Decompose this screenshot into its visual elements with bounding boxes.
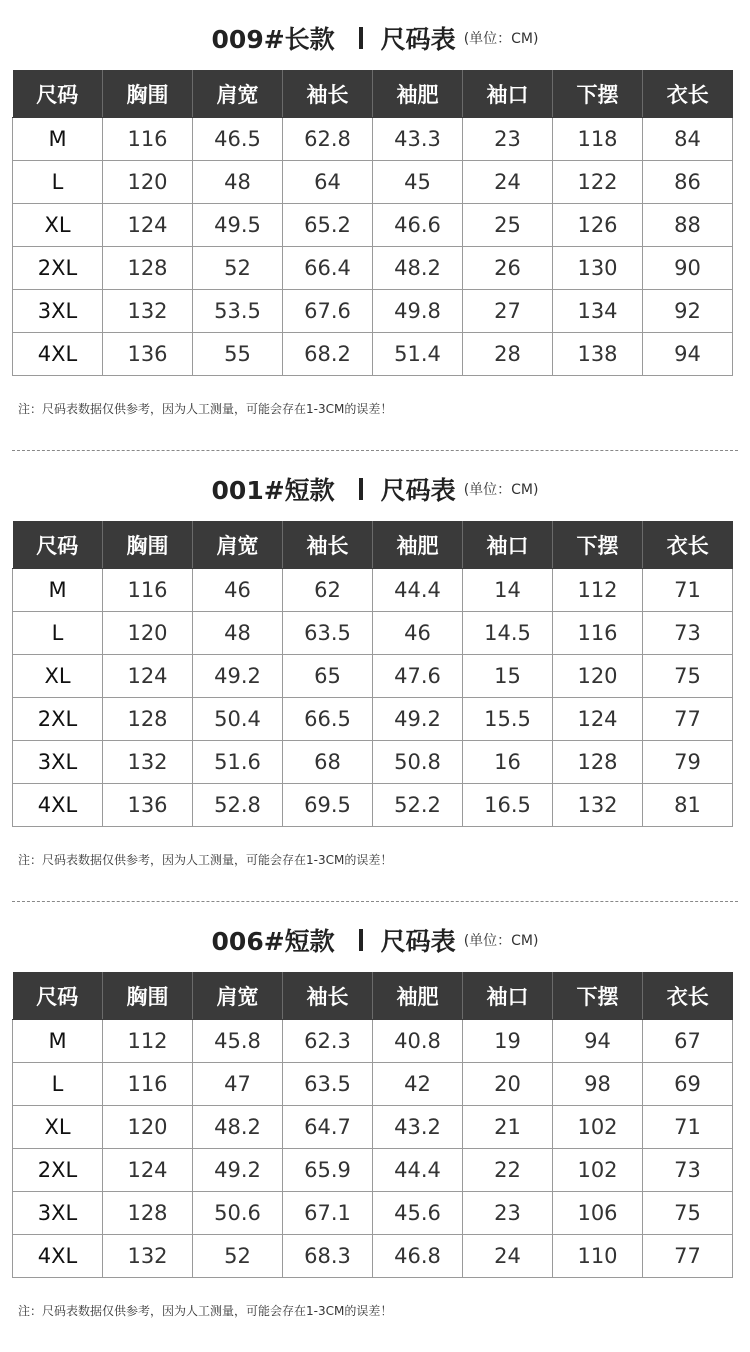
column-header: 胸围 (103, 70, 193, 118)
measurement-cell: 90 (643, 247, 733, 290)
table-header-row (13, 972, 733, 1020)
measurement-cell: 51.6 (193, 741, 283, 784)
measurement-cell: 47.6 (373, 655, 463, 698)
measurement-cell: 16 (463, 741, 553, 784)
size-chart-heading: 尺码表 (380, 476, 456, 505)
section-divider (12, 450, 738, 451)
measurement-cell: 128 (553, 741, 643, 784)
size-chart-section-006 (0, 922, 750, 1322)
measurement-cell: 128 (103, 247, 193, 290)
size-cell: 4XL (13, 1235, 103, 1278)
measurement-cell: 44.4 (373, 569, 463, 612)
column-header: 衣长 (643, 70, 733, 118)
measurement-cell: 73 (643, 612, 733, 655)
column-header: 袖长 (283, 972, 373, 1020)
measurement-cell: 48 (193, 161, 283, 204)
column-header: 肩宽 (193, 70, 283, 118)
column-header: 衣长 (643, 521, 733, 569)
column-header: 尺码 (13, 972, 103, 1020)
size-chart-heading: 尺码表 (380, 927, 456, 956)
measurement-cell: 53.5 (193, 290, 283, 333)
measurement-cell: 49.2 (193, 1149, 283, 1192)
measurement-cell: 15.5 (463, 698, 553, 741)
size-cell: 4XL (13, 784, 103, 827)
measurement-cell: 50.6 (193, 1192, 283, 1235)
measurement-cell: 42 (373, 1063, 463, 1106)
size-cell: L (13, 1063, 103, 1106)
table-row (13, 784, 733, 827)
column-header: 尺码 (13, 70, 103, 118)
table-row (13, 1020, 733, 1063)
measurement-cell: 68 (283, 741, 373, 784)
unit-label: (单位：CM) (463, 482, 539, 498)
measurement-cell: 110 (553, 1235, 643, 1278)
section-divider (12, 901, 738, 902)
measurement-cell: 122 (553, 161, 643, 204)
table-row (13, 204, 733, 247)
measurement-cell: 49.5 (193, 204, 283, 247)
measurement-cell: 14.5 (463, 612, 553, 655)
measurement-cell: 47 (193, 1063, 283, 1106)
column-header: 袖长 (283, 70, 373, 118)
table-row (13, 1063, 733, 1106)
size-cell: L (13, 612, 103, 655)
measurement-cell: 124 (103, 204, 193, 247)
section-title (0, 922, 750, 972)
measurement-cell: 45 (373, 161, 463, 204)
measurement-cell: 77 (643, 1235, 733, 1278)
measurement-cell: 62.8 (283, 118, 373, 161)
product-code: 006#短款 (211, 927, 335, 956)
measurement-cell: 92 (643, 290, 733, 333)
measurement-cell: 62.3 (283, 1020, 373, 1063)
measurement-cell: 21 (463, 1106, 553, 1149)
measurement-cell: 16.5 (463, 784, 553, 827)
measurement-cell: 75 (643, 1192, 733, 1235)
measurement-cell: 136 (103, 333, 193, 376)
measurement-cell: 25 (463, 204, 553, 247)
measurement-cell: 128 (103, 698, 193, 741)
table-row (13, 1106, 733, 1149)
measurement-cell: 69.5 (283, 784, 373, 827)
size-chart-section-001 (0, 471, 750, 871)
column-header: 肩宽 (193, 521, 283, 569)
measurement-cell: 66.5 (283, 698, 373, 741)
table-header-row (13, 521, 733, 569)
measurement-cell: 46 (373, 612, 463, 655)
measurement-cell: 48.2 (193, 1106, 283, 1149)
measurement-cell: 126 (553, 204, 643, 247)
measurement-cell: 116 (553, 612, 643, 655)
table-row (13, 1235, 733, 1278)
measurement-cell: 28 (463, 333, 553, 376)
measurement-cell: 118 (553, 118, 643, 161)
measurement-cell: 52.2 (373, 784, 463, 827)
table-row (13, 247, 733, 290)
measurement-cell: 26 (463, 247, 553, 290)
table-row (13, 612, 733, 655)
measurement-cell: 48 (193, 612, 283, 655)
measurement-cell: 52 (193, 247, 283, 290)
product-code: 001#短款 (211, 476, 335, 505)
measurement-cell: 116 (103, 569, 193, 612)
measurement-cell: 51.4 (373, 333, 463, 376)
measurement-cell: 55 (193, 333, 283, 376)
measurement-cell: 23 (463, 1192, 553, 1235)
measurement-cell: 88 (643, 204, 733, 247)
measurement-cell: 52.8 (193, 784, 283, 827)
measurement-cell: 65.2 (283, 204, 373, 247)
measurement-cell: 67.1 (283, 1192, 373, 1235)
column-header: 下摆 (553, 972, 643, 1020)
measurement-cell: 116 (103, 118, 193, 161)
column-header: 尺码 (13, 521, 103, 569)
measurement-cell: 102 (553, 1106, 643, 1149)
measurement-cell: 71 (643, 1106, 733, 1149)
measurement-cell: 124 (103, 655, 193, 698)
measurement-cell: 68.3 (283, 1235, 373, 1278)
measurement-cell: 81 (643, 784, 733, 827)
measurement-cell: 68.2 (283, 333, 373, 376)
column-header: 袖口 (463, 972, 553, 1020)
measurement-cell: 124 (553, 698, 643, 741)
measurement-cell: 22 (463, 1149, 553, 1192)
table-row (13, 333, 733, 376)
column-header: 袖肥 (373, 70, 463, 118)
measurement-cell: 24 (463, 1235, 553, 1278)
measurement-cell: 79 (643, 741, 733, 784)
size-cell: M (13, 118, 103, 161)
measurement-cell: 52 (193, 1235, 283, 1278)
measurement-cell: 128 (103, 1192, 193, 1235)
measurement-cell: 46.5 (193, 118, 283, 161)
measurement-cell: 44.4 (373, 1149, 463, 1192)
measurement-cell: 67.6 (283, 290, 373, 333)
table-row (13, 161, 733, 204)
measurement-cell: 120 (553, 655, 643, 698)
measurement-cell: 120 (103, 612, 193, 655)
measurement-cell: 132 (103, 1235, 193, 1278)
measurement-cell: 136 (103, 784, 193, 827)
table-row (13, 698, 733, 741)
table-row (13, 118, 733, 161)
unit-label: (单位：CM) (463, 31, 539, 47)
size-cell: XL (13, 1106, 103, 1149)
measurement-cell: 94 (643, 333, 733, 376)
measurement-cell: 138 (553, 333, 643, 376)
column-header: 下摆 (553, 521, 643, 569)
measurement-cell: 62 (283, 569, 373, 612)
size-chart-heading: 尺码表 (380, 25, 456, 54)
measurement-cell: 120 (103, 1106, 193, 1149)
measurement-cell: 46.6 (373, 204, 463, 247)
column-header: 袖口 (463, 521, 553, 569)
title-separator (359, 929, 363, 951)
measurement-cell: 132 (103, 741, 193, 784)
measurement-cell: 19 (463, 1020, 553, 1063)
measurement-cell: 112 (103, 1020, 193, 1063)
measurement-cell: 63.5 (283, 1063, 373, 1106)
table-row (13, 290, 733, 333)
size-cell: M (13, 569, 103, 612)
measurement-cell: 106 (553, 1192, 643, 1235)
size-cell: 3XL (13, 1192, 103, 1235)
measurement-cell: 94 (553, 1020, 643, 1063)
size-table (12, 972, 733, 1278)
measurement-cell: 65 (283, 655, 373, 698)
size-note: 注：尺码表数据仅供参考，因为人工测量，可能会存在1-3CM的误差！ (18, 1304, 393, 1318)
table-row (13, 741, 733, 784)
measurement-cell: 112 (553, 569, 643, 612)
measurement-cell: 65.9 (283, 1149, 373, 1192)
measurement-cell: 134 (553, 290, 643, 333)
measurement-cell: 50.8 (373, 741, 463, 784)
measurement-cell: 45.6 (373, 1192, 463, 1235)
column-header: 袖肥 (373, 972, 463, 1020)
size-cell: 3XL (13, 741, 103, 784)
measurement-cell: 14 (463, 569, 553, 612)
size-note: 注：尺码表数据仅供参考，因为人工测量，可能会存在1-3CM的误差！ (18, 853, 393, 867)
size-note: 注：尺码表数据仅供参考，因为人工测量，可能会存在1-3CM的误差！ (18, 402, 393, 416)
measurement-cell: 43.3 (373, 118, 463, 161)
column-header: 袖口 (463, 70, 553, 118)
measurement-cell: 120 (103, 161, 193, 204)
section-title (0, 471, 750, 521)
measurement-cell: 20 (463, 1063, 553, 1106)
measurement-cell: 40.8 (373, 1020, 463, 1063)
measurement-cell: 46.8 (373, 1235, 463, 1278)
size-cell: 2XL (13, 1149, 103, 1192)
measurement-cell: 27 (463, 290, 553, 333)
measurement-cell: 15 (463, 655, 553, 698)
size-cell: 3XL (13, 290, 103, 333)
measurement-cell: 45.8 (193, 1020, 283, 1063)
measurement-cell: 132 (103, 290, 193, 333)
measurement-cell: 124 (103, 1149, 193, 1192)
column-header: 袖长 (283, 521, 373, 569)
size-table (12, 70, 733, 376)
measurement-cell: 130 (553, 247, 643, 290)
table-header-row (13, 70, 733, 118)
column-header: 袖肥 (373, 521, 463, 569)
measurement-cell: 49.8 (373, 290, 463, 333)
title-separator (359, 27, 363, 49)
column-header: 衣长 (643, 972, 733, 1020)
unit-label: (单位：CM) (463, 933, 539, 949)
product-code: 009#长款 (211, 25, 335, 54)
measurement-cell: 86 (643, 161, 733, 204)
measurement-cell: 46 (193, 569, 283, 612)
measurement-cell: 98 (553, 1063, 643, 1106)
size-cell: XL (13, 204, 103, 247)
size-chart-section-009 (0, 20, 750, 420)
measurement-cell: 116 (103, 1063, 193, 1106)
measurement-cell: 66.4 (283, 247, 373, 290)
measurement-cell: 63.5 (283, 612, 373, 655)
column-header: 下摆 (553, 70, 643, 118)
column-header: 肩宽 (193, 972, 283, 1020)
measurement-cell: 84 (643, 118, 733, 161)
measurement-cell: 49.2 (193, 655, 283, 698)
column-header: 胸围 (103, 521, 193, 569)
size-table (12, 521, 733, 827)
measurement-cell: 77 (643, 698, 733, 741)
measurement-cell: 67 (643, 1020, 733, 1063)
table-row (13, 655, 733, 698)
measurement-cell: 24 (463, 161, 553, 204)
size-cell: 2XL (13, 698, 103, 741)
table-row (13, 1192, 733, 1235)
measurement-cell: 49.2 (373, 698, 463, 741)
measurement-cell: 50.4 (193, 698, 283, 741)
size-cell: 4XL (13, 333, 103, 376)
column-header: 胸围 (103, 972, 193, 1020)
title-separator (359, 478, 363, 500)
measurement-cell: 102 (553, 1149, 643, 1192)
measurement-cell: 132 (553, 784, 643, 827)
measurement-cell: 64.7 (283, 1106, 373, 1149)
section-title (0, 20, 750, 70)
table-row (13, 1149, 733, 1192)
measurement-cell: 43.2 (373, 1106, 463, 1149)
table-row (13, 569, 733, 612)
measurement-cell: 73 (643, 1149, 733, 1192)
measurement-cell: 64 (283, 161, 373, 204)
measurement-cell: 48.2 (373, 247, 463, 290)
size-cell: L (13, 161, 103, 204)
size-cell: 2XL (13, 247, 103, 290)
measurement-cell: 23 (463, 118, 553, 161)
measurement-cell: 71 (643, 569, 733, 612)
measurement-cell: 75 (643, 655, 733, 698)
size-cell: M (13, 1020, 103, 1063)
size-cell: XL (13, 655, 103, 698)
measurement-cell: 69 (643, 1063, 733, 1106)
